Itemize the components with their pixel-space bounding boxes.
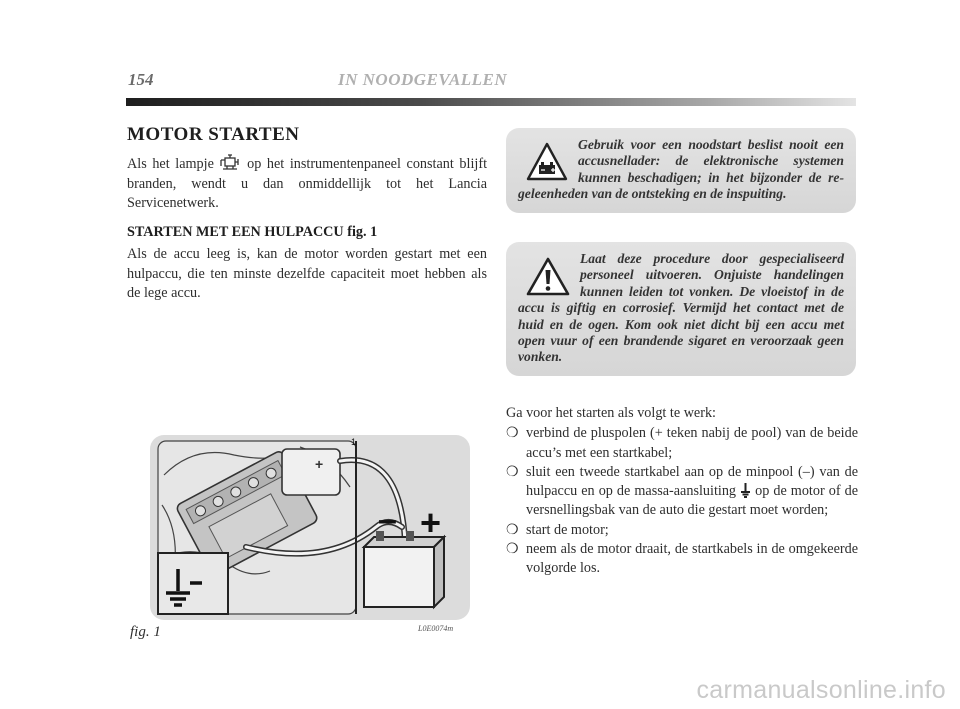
watermark: carmanualsonline.info bbox=[696, 676, 946, 704]
bullet: ❍ bbox=[506, 522, 519, 538]
svg-text:+: + bbox=[315, 456, 324, 472]
list-item bbox=[506, 463, 858, 521]
intro-text-before: Als het lampje bbox=[127, 156, 214, 172]
list-item bbox=[506, 540, 858, 579]
battery-charger-warning-icon bbox=[526, 141, 568, 183]
warning-text-procedure: Laat deze procedure door gespecialiseerd personeel uitvoeren. Onjuiste handelingen kunnen leiden tot vonken. De vloeistof in de accu is giftig en corrosief. Vermijd het contact met de huid en de ogen. Kom ook niet dicht bij een accu met open vuur of een brandende sigaret en veroorzaak geen vonken. bbox=[518, 251, 844, 365]
ground-symbol-icon bbox=[740, 483, 751, 498]
engine-warning-lamp-icon bbox=[219, 154, 241, 171]
steps-intro: Ga voor het starten als volgt te werk: bbox=[506, 405, 716, 421]
page-heading: MOTOR STARTEN bbox=[127, 124, 300, 145]
warning-box-charger bbox=[506, 128, 856, 213]
terminal-cover-drawing bbox=[282, 449, 340, 495]
bullet: ❍ bbox=[506, 464, 519, 480]
step-text: start de motor; bbox=[526, 521, 609, 538]
intro-text-after: op het instrumentenpaneel constant blijft branden, wendt u dan onmiddellijk tot het Lancia Servicenetwerk. bbox=[127, 156, 488, 211]
step-text: neem als de motor draait, de startkabels in de omgekeerde volgorde los. bbox=[526, 541, 858, 577]
ground-inset bbox=[158, 553, 228, 614]
plus-label: + bbox=[420, 502, 442, 543]
exclamation-warning-icon bbox=[526, 257, 570, 297]
header-rule bbox=[126, 98, 856, 106]
step-text: sluit een tweede startkabel aan op de minpool (–) van de hulpaccu en op de massa-aansluiting bbox=[526, 463, 858, 500]
bullet: ❍ bbox=[506, 542, 519, 558]
list-item bbox=[506, 424, 858, 463]
steps-section bbox=[506, 404, 858, 579]
steps-list bbox=[506, 424, 858, 578]
page-number: 154 bbox=[128, 70, 154, 89]
subheading: STARTEN MET EEN HULPACCU fig. 1 bbox=[127, 224, 378, 240]
bullet: ❍ bbox=[506, 426, 519, 442]
jump-start-illustration bbox=[150, 435, 470, 620]
minus-label: – bbox=[378, 501, 397, 539]
section-title: IN NOODGEVALLEN bbox=[338, 70, 508, 89]
figure-code: L0E0074m bbox=[418, 624, 454, 633]
callout-number: 1 bbox=[351, 437, 357, 447]
step-text-continued: op de motor of de versnellingsbak van de auto die gestart moet worden; bbox=[526, 483, 858, 519]
list-item bbox=[506, 521, 858, 540]
warning-text-charger: Gebruik voor een noodstart beslist nooit een accusnellader: de elektronische systemen kunnen beschadigen; in het bijzonder de regeleenheden van de ontsteking en de inspuiting. bbox=[518, 137, 844, 202]
figure-caption: fig. 1 bbox=[130, 624, 161, 640]
warning-box-procedure bbox=[506, 242, 856, 376]
step-text: verbind de pluspolen (+ teken nabij de pool) van de beide accu’s met een startkabel; bbox=[526, 425, 858, 461]
intro-paragraph bbox=[127, 154, 487, 214]
body-paragraph: Als de accu leeg is, kan de motor worden gestart met een hulpaccu, die ten minste dezelfde capaciteit moet hebben als de lege accu. bbox=[127, 246, 487, 301]
